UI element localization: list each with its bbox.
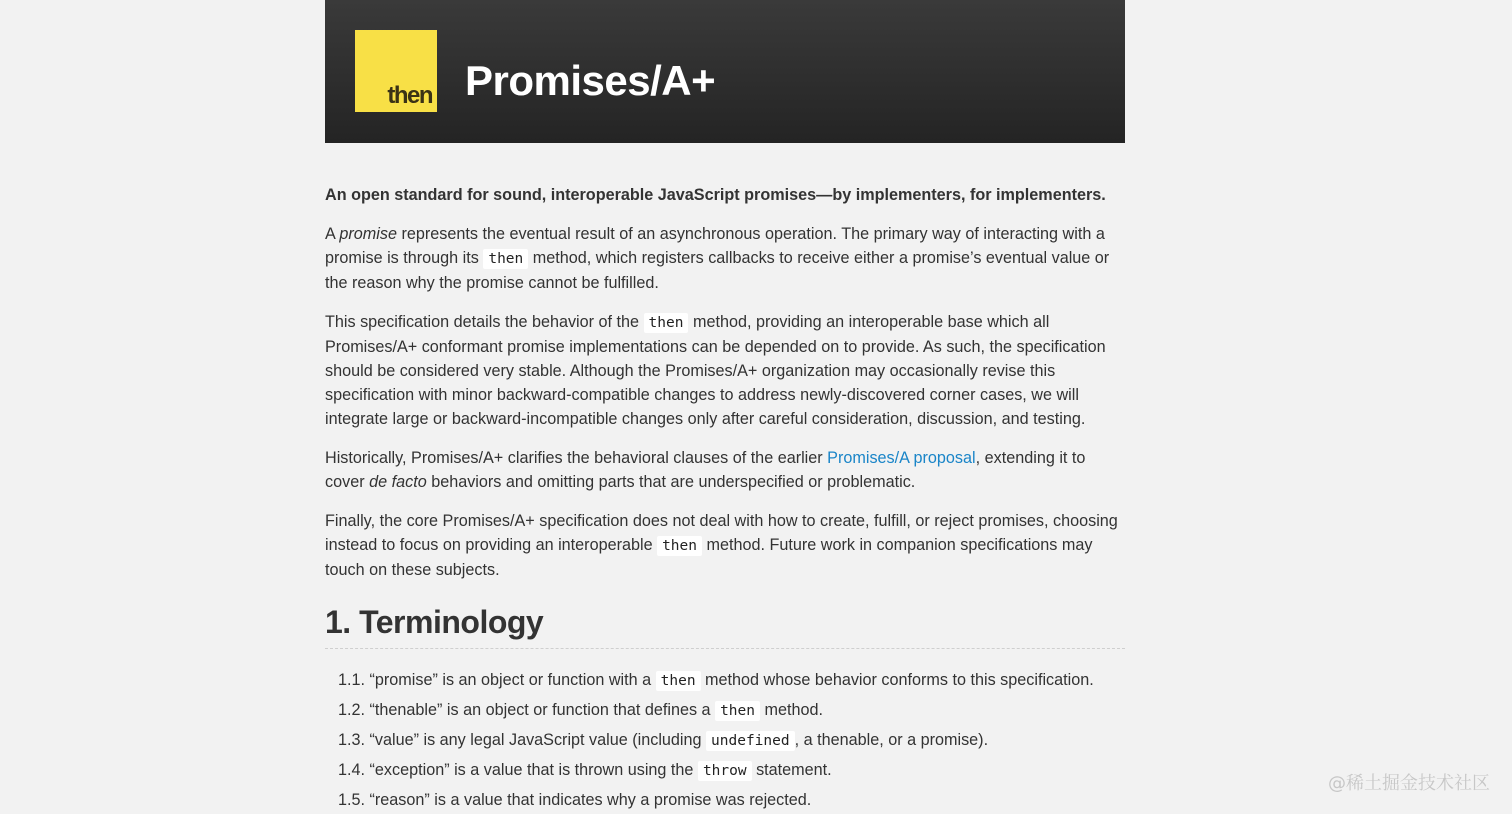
text: statement. xyxy=(751,761,832,779)
emphasis-promise: promise xyxy=(339,225,397,243)
item-number: 1.1. xyxy=(338,671,366,689)
text: “value” is any legal JavaScript value (including xyxy=(365,731,707,749)
text: “promise” is an object or function with a xyxy=(365,671,656,689)
code-then: then xyxy=(483,249,528,269)
code-then: then xyxy=(657,536,702,556)
text: This specification details the behavior of the xyxy=(325,313,644,331)
item-number: 1.3. xyxy=(338,731,366,749)
promises-a-proposal-link[interactable]: Promises/A proposal xyxy=(827,449,976,467)
text: , extending it to cover xyxy=(325,449,1086,491)
site-header xyxy=(325,0,1125,143)
text: A xyxy=(325,225,340,243)
watermark: @稀土掘金技术社区 xyxy=(1328,773,1490,794)
terminology-list xyxy=(338,668,1125,812)
code-then: then xyxy=(644,313,689,333)
text: “reason” is a value that indicates why a promise was rejected. xyxy=(365,791,812,809)
item-number: 1.2. xyxy=(338,701,366,719)
site-title: Promises/A+ xyxy=(465,57,716,104)
text: method whose behavior conforms to this specification. xyxy=(700,671,1094,689)
logo-text: then xyxy=(387,82,432,109)
text: behaviors and omitting parts that are underspecified or problematic. xyxy=(426,473,916,491)
text: method. xyxy=(759,701,823,719)
emphasis-de-facto: de facto xyxy=(369,473,427,491)
list-item xyxy=(338,788,1125,812)
intro-paragraph-4 xyxy=(325,509,1125,582)
code-then: then xyxy=(656,671,701,691)
code-then: then xyxy=(715,701,760,721)
list-item xyxy=(338,728,1125,753)
item-number: 1.4. xyxy=(338,761,366,779)
text: , a thenable, or a promise). xyxy=(794,731,989,749)
list-item xyxy=(338,758,1125,783)
intro-paragraph-1 xyxy=(325,222,1125,295)
tagline: An open standard for sound, interoperable JavaScript promises—by implementers, for implementers. xyxy=(325,186,1106,204)
text: method, which registers callbacks to receive either a promise’s eventual value or the reason why the promise cannot be fulfilled. xyxy=(325,249,1110,292)
text: Historically, Promises/A+ clarifies the behavioral clauses of the earlier xyxy=(325,449,828,467)
text: “exception” is a value that is thrown using the xyxy=(365,761,698,779)
text: represents the eventual result of an asynchronous operation. The primary way of interacting with a promise is through its xyxy=(325,225,1105,267)
list-item xyxy=(338,698,1125,723)
code-undefined: undefined xyxy=(706,731,795,751)
text: “thenable” is an object or function that defines a xyxy=(365,701,716,719)
text: method, providing an interoperable base which all Promises/A+ conformant promise implementations can be depended on to provide. As such, the specification should be considered very stable. Although the Promises/A+ organization may occasionally revise this specification with minor backward-compatible changes to address newly-discovered corner cases, we will integrate large or backward-incompatible changes only after careful consideration, discussion, and testing. xyxy=(325,313,1106,428)
text: method. Future work in companion specifications may touch on these subjects. xyxy=(325,536,1093,579)
code-throw: throw xyxy=(698,761,752,781)
text: Finally, the core Promises/A+ specification does not deal with how to create, fulfill, or reject promises, choosing instead to focus on providing an interoperable xyxy=(325,512,1118,554)
item-number: 1.5. xyxy=(338,791,366,809)
terminology-heading: 1. Terminology xyxy=(325,602,1125,649)
intro-paragraph-2 xyxy=(325,310,1125,431)
then-logo[interactable] xyxy=(355,30,437,112)
intro-paragraph-3 xyxy=(325,446,1125,494)
page xyxy=(325,0,1125,812)
main-content xyxy=(325,143,1125,812)
list-item xyxy=(338,668,1125,693)
